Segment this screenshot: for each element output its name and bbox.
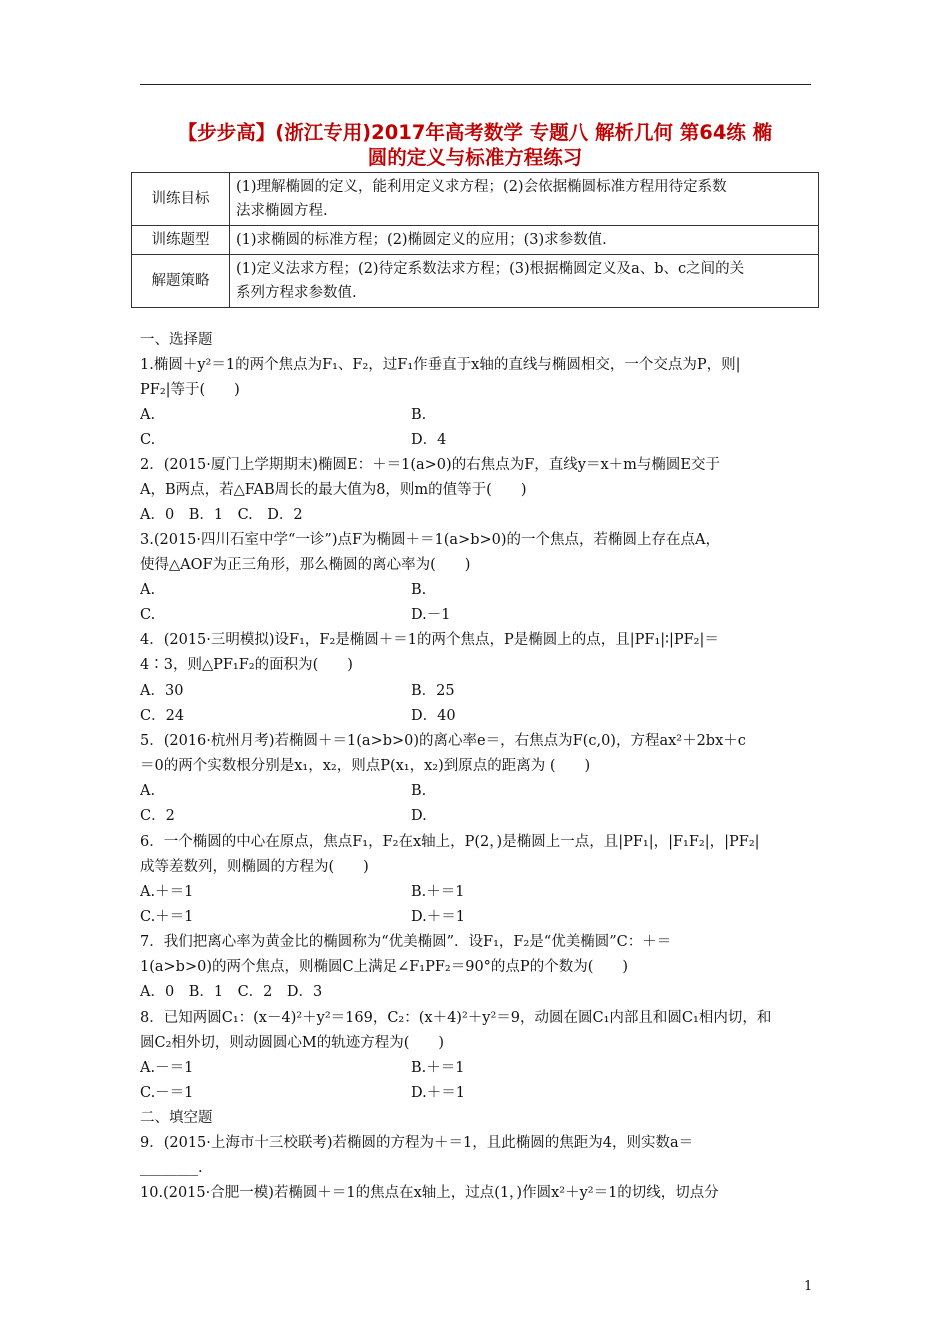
- question-10-line: 10.(2015·合肥一模)若椭圆＋＝1的焦点在x轴上，过点(1，)作圆x²＋y²＝1的切线，切点分: [140, 1185, 719, 1201]
- title-line-2: 圆的定义与标准方程练习: [367, 146, 583, 169]
- question-9-blank: ________.: [140, 1160, 203, 1176]
- option-d: D.: [411, 808, 427, 824]
- option-c: C．2: [140, 808, 175, 824]
- table-row: [132, 173, 819, 226]
- question-5-line: 5．(2016·杭州月考)若椭圆＋＝1(a>b>0)的离心率e＝，右焦点为F(c,0)，方程ax²＋2bx＋c: [140, 733, 746, 749]
- question-7-options: A．0 B．1 C．2 D．3: [140, 984, 323, 1000]
- option-c: C．24: [140, 708, 185, 724]
- question-3-line: 3.(2015·四川石室中学“一诊”)点F为椭圆＋＝1(a>b>0)的一个焦点，若椭圆上存在点A，: [140, 532, 721, 548]
- option-a: A．30: [140, 683, 184, 699]
- option-a: A.: [140, 407, 156, 423]
- section-heading-choice: 一、选择题: [140, 332, 213, 348]
- option-d: D.－1: [411, 607, 451, 623]
- question-9-line: 9．(2015·上海市十三校联考)若椭圆的方程为＋＝1，且此椭圆的焦距为4，则实数a＝: [140, 1135, 694, 1151]
- option-b: B.: [411, 582, 427, 598]
- question-3-line: 使得△AOF为正三角形，那么椭圆的离心率为( ): [140, 557, 471, 573]
- training-goals-table: [131, 172, 819, 308]
- row-content: [230, 255, 819, 308]
- option-a: A.＋＝1: [140, 884, 194, 900]
- question-1-line: 1.椭圆＋y²＝1的两个焦点为F₁、F₂，过F₁作垂直于x轴的直线与椭圆相交，一个交点为P，则|: [140, 357, 741, 373]
- question-8-line: 8．已知两圆C₁：(x－4)²＋y²＝169，C₂：(x＋4)²＋y²＝9，动圆在圆C₁内部且和圆C₁相内切，和: [140, 1010, 772, 1026]
- option-c: C.－＝1: [140, 1085, 194, 1101]
- table-row: [132, 255, 819, 308]
- option-d: D.＋＝1: [411, 909, 465, 925]
- question-4-line: 4．(2015·三明模拟)设F₁，F₂是椭圆＋＝1的两个焦点，P是椭圆上的点，且|PF₁|∶|PF₂|＝: [140, 632, 719, 648]
- row-content: [230, 173, 819, 226]
- row-content-line: 法求椭圆方程.: [236, 203, 328, 219]
- option-a: A.: [140, 582, 156, 598]
- option-c: C.＋＝1: [140, 909, 194, 925]
- question-2-line: A，B两点，若△FAB周长的最大值为8，则m的值等于( ): [140, 482, 527, 498]
- question-7-line: 1(a>b>0)的两个焦点，则椭圆C上满足∠F₁PF₂＝90°的点P的个数为( ): [140, 959, 629, 975]
- table-row: [132, 226, 819, 255]
- option-b: B．25: [411, 683, 455, 699]
- question-8-line: 圆C₂相外切，则动圆圆心M的轨迹方程为( ): [140, 1035, 445, 1051]
- question-2-line: 2．(2015·厦门上学期期末)椭圆E：＋＝1(a>0)的右焦点为F，直线y＝x＋m与椭圆E交于: [140, 457, 720, 473]
- option-d: D．40: [411, 708, 456, 724]
- option-c: C.: [140, 432, 156, 448]
- header-rule: [140, 84, 811, 85]
- option-a: A.－＝1: [140, 1060, 194, 1076]
- question-7-line: 7．我们把离心率为黄金比的椭圆称为“优美椭圆”．设F₁，F₂是“优美椭圆”C：＋＝: [140, 934, 672, 950]
- row-label: 训练目标: [132, 173, 230, 226]
- option-d: D.＋＝1: [411, 1085, 465, 1101]
- question-6-line: 成等差数列，则椭圆的方程为( ): [140, 859, 369, 875]
- row-content-line: (1)定义法求方程；(2)待定系数法求方程；(3)根据椭圆定义及a、b、c之间的关: [236, 261, 745, 277]
- option-d: D．4: [411, 432, 447, 448]
- title-line-1: 【步步高】(浙江专用)2017年高考数学 专题八 解析几何 第64练 椭: [177, 121, 773, 144]
- option-b: B.: [411, 783, 427, 799]
- option-a: A.: [140, 783, 156, 799]
- option-c: C.: [140, 607, 156, 623]
- option-b: B.: [411, 407, 427, 423]
- row-label: 解题策略: [132, 255, 230, 308]
- row-content-line: 系列方程求参数值.: [236, 285, 357, 301]
- document-title: [130, 120, 820, 170]
- row-content-line: (1)求椭圆的标准方程；(2)椭圆定义的应用；(3)求参数值.: [236, 232, 607, 248]
- question-5-line: ＝0的两个实数根分别是x₁，x₂，则点P(x₁，x₂)到原点的距离为 ( ): [140, 758, 591, 774]
- question-2-options: A．0 B．1 C. D．2: [140, 507, 303, 523]
- row-content-line: (1)理解椭圆的定义，能利用定义求方程；(2)会依据椭圆标准方程用待定系数: [236, 179, 727, 195]
- question-4-line: 4∶3，则△PF₁F₂的面积为( ): [140, 657, 353, 673]
- question-6-line: 6．一个椭圆的中心在原点，焦点F₁，F₂在x轴上，P(2，)是椭圆上一点，且|PF₁|，|F₁F₂|，|PF₂|: [140, 834, 760, 850]
- option-b: B.＋＝1: [411, 1060, 465, 1076]
- row-content: [230, 226, 819, 255]
- row-label: 训练题型: [132, 226, 230, 255]
- option-b: B.＋＝1: [411, 884, 465, 900]
- page-number: 1: [804, 1279, 813, 1294]
- question-1-line: PF₂|等于( ): [140, 382, 240, 398]
- section-heading-fill: 二、填空题: [140, 1110, 213, 1126]
